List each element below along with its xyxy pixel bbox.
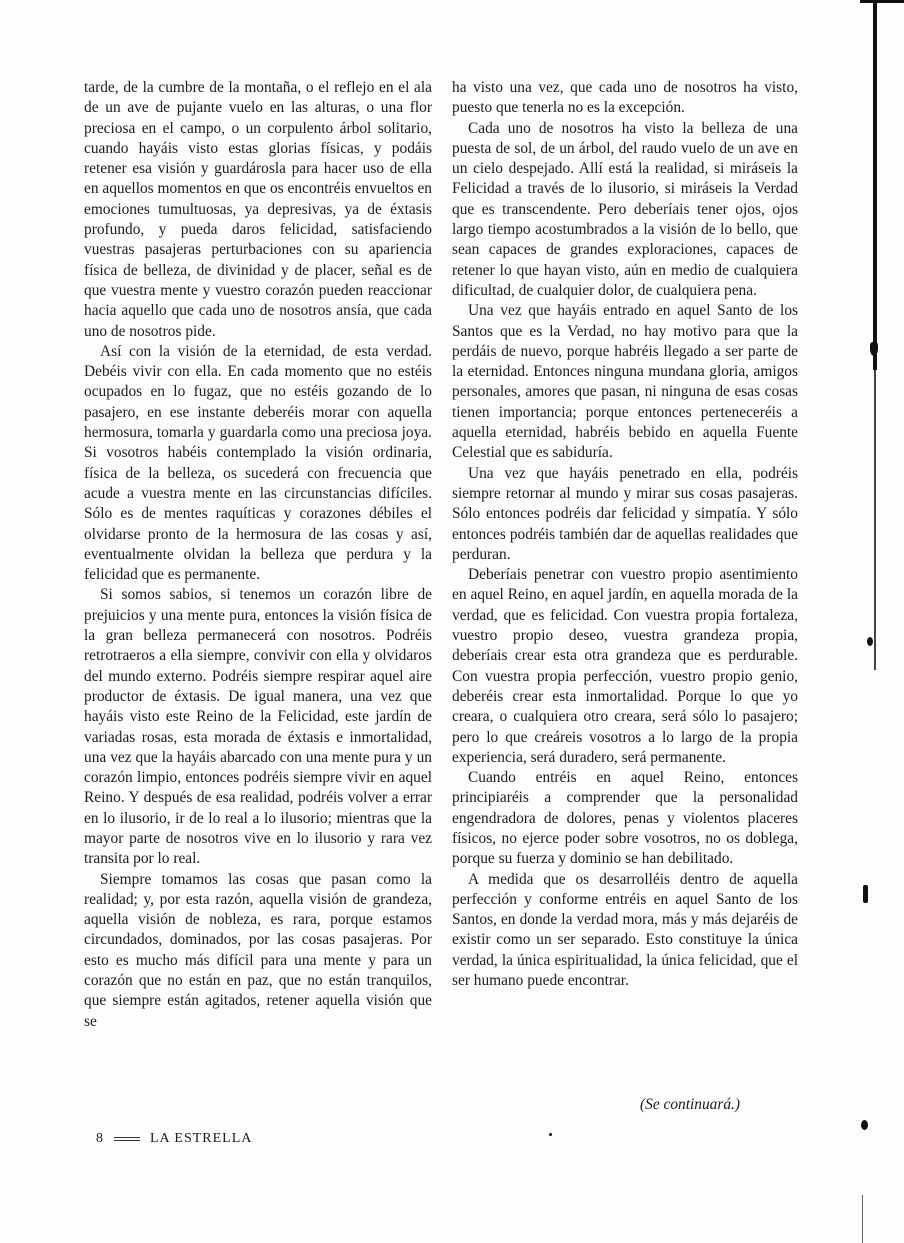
binding-mark: [863, 885, 868, 903]
page-edge-line-bottom: [862, 1195, 863, 1243]
page-edge-mark: [860, 0, 904, 11]
paragraph: Siempre tomamos las cosas que pasan como la realidad; y, por esta razón, aquella visión de grandeza, aquella visión de nobleza, es rara, porque estamos circundados, dominados, por las cosas pasajeras. Por esto es mucho más difícil para una mente y para un corazón que no están en paz, que no están tranquilos, que siempre están agitados, retener aquella visión que se: [84, 870, 432, 1030]
page-footer: [96, 1131, 252, 1147]
page-number: 8: [96, 1131, 104, 1146]
binding-mark: [867, 637, 873, 646]
left-column: [84, 78, 432, 1032]
ink-speck: [549, 1133, 552, 1136]
paragraph: Una vez que hayáis penetrado en ella, podréis siempre retornar al mundo y mirar sus cosas pasajeras. Sólo entonces podréis dar felicidad y simpatía. Y sólo entonces podréis también dar de aquellas realidades que perduran.: [452, 464, 798, 563]
right-column: [452, 78, 798, 991]
binding-mark: [870, 342, 878, 356]
paragraph: Así con la visión de la eternidad, de esta verdad. Debéis vivir con ella. En cada momento que no estéis ocupados en lo fugaz, que no estéis gozando de lo pasajero, en ese instante deberéis morar con aquella hermosura, tomarla y guardarla como una preciosa joya. Si vosotros habéis contemplado la visión ordinaria, física de la belleza, os sucederá con frecuencia que acude a vuestra mente en las circunstancias difíciles. Sólo es de mentes raquíticas y corazones débiles el olvidarse pronto de la hermosura de las cosas y así, eventualmente olvidan la belleza que perdura y la felicidad que es permanente.: [84, 342, 432, 584]
binding-mark: [861, 1120, 868, 1130]
paragraph: Cuando entréis en aquel Reino, entonces principiaréis a comprender que la personalidad engendradora de dolores, penas y violentos placeres físicos, no ejerce poder sobre vosotros, no os doblega, porque su fuerza y dominio se han debilitado.: [452, 769, 798, 868]
paragraph: Una vez que hayáis entrado en aquel Santo de los Santos que es la Verdad, no hay motivo para que la perdáis de nuevo, porque habréis llegado a ser parte de la eternidad. Entonces ninguna mundana gloria, amigos personales, amores que pasan, ni ninguna de esas cosas tienen importancia; porque entonces perteneceréis a aquella eternidad, habréis bebido en aquella Fuente Celestial que es sabiduría.: [452, 302, 798, 462]
continuation-note: (Se continuará.): [640, 1096, 741, 1113]
publication-name: LA ESTRELLA: [150, 1131, 253, 1146]
footer-divider: [114, 1137, 140, 1141]
paragraph: Cada uno de nosotros ha visto la belleza de una puesta de sol, de un árbol, del raudo vuelo de un ave en un cielo despejado. Allí está la realidad, si miráseis la Felicidad a través de lo ilusorio, si miráseis la Verdad que es transcendente. Pero deberíais tener ojos, ojos largo tiempo acostumbrados a la visión de lo bello, que sean capaces de grandes exploraciones, capaces de retener lo que hayan visto, aún en medio de cualquiera dificultad, de cualquier dolor, de cualquiera pena.: [452, 119, 798, 299]
paragraph: Si somos sabios, si tenemos un corazón libre de prejuicios y una mente pura, entonces la visión física de la gran belleza permanecerá con nosotros. Podréis retrotraeros a ella siempre, convivir con ella y olvidaros del mundo externo. Podréis siempre respirar aquel aire productor de éxtasis. De igual manera, una vez que hayáis visto este Reino de la Felicidad, este jardín de variadas rosas, esta morada de éxtasis e inmortalidad, una vez que la hayáis abarcado con una mente pura y un corazón limpio, entonces podréis siempre vivir en aquel Reino. Y después de esa realidad, podréis volver a errar en lo ilusorio, ir de lo real a lo ilusorio; mientras que la mayor parte de nosotros vive en lo ilusorio y rara vez transita por lo real.: [84, 586, 432, 868]
paragraph: tarde, de la cumbre de la montaña, o el reflejo en el ala de un ave de pujante vuelo en las alturas, o una flor preciosa en el campo, o un corpulento árbol solitario, cuando hayáis visto estas glorias físicas, y podáis retener esa visión y guardárosla para hacer uso de ella en aquellos momentos en que os encontréis envueltos en emociones tumultuosas, ya depresivas, ya de éxtasis profundo, y pueda daros felicidad, satisfaciendo vuestras pasajeras perturbaciones con su apariencia física de belleza, de divinidad y de placer, señal es de que vuestra mente y vuestro corazón pueden reaccionar hacia aquello que cada uno de nosotros ansía, que cada uno de nosotros pide.: [84, 79, 432, 340]
paragraph: A medida que os desarrolléis dentro de aquella perfección y conforme entréis en aquel Santo de los Santos, en donde la verdad mora, más y más dejaréis de existir como un ser separado. Esto constituye la única verdad, la única espiritualidad, la única felicidad, que el ser humano puede encontrar.: [452, 870, 798, 990]
paragraph: Deberíais penetrar con vuestro propio asentimiento en aquel Reino, en aquel jardín, en aquella morada de la verdad, que es felicidad. Con vuestra propia fortaleza, vuestro propio deseo, vuestra grandeza propia, deberíais crear esta otra grandeza que es perdurable. Con vuestra propia perfección, vuestro propio genio, deberéis crear esta inmortalidad. Porque lo que yo creara, o cualquiera otro creara, será sólo lo pasajero; pero lo que creáreis vosotros a lo largo de la propia experiencia, será duradero, será permanente.: [452, 566, 798, 766]
page-edge-line-lower: [874, 370, 876, 670]
paragraph: ha visto una vez, que cada uno de nosotros ha visto, puesto que tenerla no es la excepción.: [452, 79, 798, 117]
page-edge-line: [873, 0, 877, 370]
